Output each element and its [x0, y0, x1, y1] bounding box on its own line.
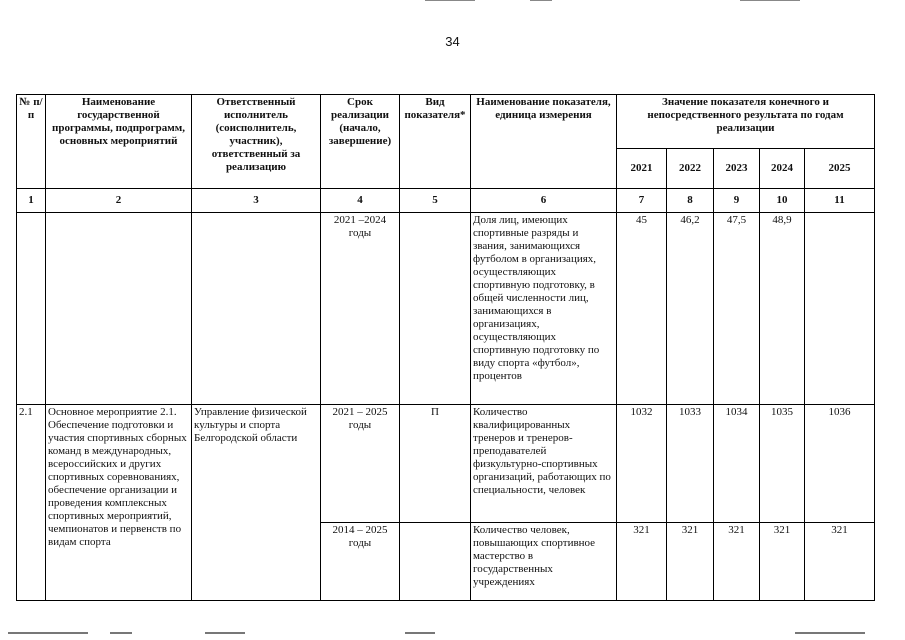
- header-year: 2021: [617, 149, 667, 189]
- row-value: 1032: [617, 405, 667, 523]
- row-value: 46,2: [667, 213, 714, 405]
- row-term: 2021 – 2025 годы: [321, 405, 400, 523]
- col-index: 6: [471, 189, 617, 213]
- row-value: 321: [667, 523, 714, 601]
- scan-line: [405, 632, 435, 634]
- row-value: 48,9: [760, 213, 805, 405]
- col-index: 8: [667, 189, 714, 213]
- col-index: 3: [192, 189, 321, 213]
- row-num: 2.1: [17, 405, 46, 601]
- row-value: 45: [617, 213, 667, 405]
- row-value: 1034: [714, 405, 760, 523]
- row-value: 321: [714, 523, 760, 601]
- page-number: 34: [445, 34, 460, 49]
- row-num: [17, 213, 46, 405]
- table-row: [17, 213, 875, 405]
- header-num: № п/п: [17, 95, 46, 189]
- scan-line: [425, 0, 475, 1]
- col-index: 9: [714, 189, 760, 213]
- row-value: 1036: [805, 405, 875, 523]
- header-year: 2025: [805, 149, 875, 189]
- table-row: [17, 405, 875, 523]
- col-index: 5: [400, 189, 471, 213]
- scan-line: [740, 0, 800, 1]
- header-kind: Вид показателя*: [400, 95, 471, 189]
- row-value: 1033: [667, 405, 714, 523]
- row-value: [805, 213, 875, 405]
- col-index: 2: [46, 189, 192, 213]
- row-name: [46, 213, 192, 405]
- row-kind: [400, 523, 471, 601]
- scan-line: [530, 0, 552, 1]
- col-index: 11: [805, 189, 875, 213]
- row-value: 321: [805, 523, 875, 601]
- row-exec: [192, 213, 321, 405]
- row-value: 47,5: [714, 213, 760, 405]
- header-year: 2022: [667, 149, 714, 189]
- indicator-table: [16, 94, 875, 601]
- header-name: Наименование государственной программы, подпрограмм, основных мероприятий: [46, 95, 192, 189]
- scan-line: [110, 632, 132, 634]
- row-indicator: Доля лиц, имеющих спортивные разряды и звания, занимающихся футболом в организациях, осуществляющих спортивную подготовку, в общей численности лиц, занимающихся в организациях, осуществляющих спортивную подготовку по виду спорта «футбол», процентов: [471, 213, 617, 405]
- row-name: Основное мероприятие 2.1. Обеспечение подготовки и участия спортивных сборных команд в международных, всероссийских и других спортивных соревнованиях, обеспечение организации и проведения комплексных спортивных мероприятий, чемпионатов и первенств по видам спорта: [46, 405, 192, 601]
- col-index: 1: [17, 189, 46, 213]
- row-indicator: Количество квалифицированных тренеров и тренеров-преподавателей физкультурно-спортивных организаций, работающих по специальности, человек: [471, 405, 617, 523]
- row-indicator: Количество человек, повышающих спортивное мастерство в государственных учреждениях: [471, 523, 617, 601]
- row-term: 2021 –2024 годы: [321, 213, 400, 405]
- row-kind: [400, 213, 471, 405]
- scan-line: [795, 632, 865, 634]
- header-year: 2024: [760, 149, 805, 189]
- header-values-group: Значение показателя конечного и непосредственного результата по годам реализации: [617, 95, 875, 149]
- header-year: 2023: [714, 149, 760, 189]
- row-value: 321: [617, 523, 667, 601]
- row-value: 1035: [760, 405, 805, 523]
- row-exec: Управление физической культуры и спорта Белгородской области: [192, 405, 321, 601]
- row-value: 321: [760, 523, 805, 601]
- header-indicator: Наименование показателя, единица измерения: [471, 95, 617, 189]
- header-exec: Ответственный исполнитель (соисполнитель, участник), ответственный за реализацию: [192, 95, 321, 189]
- header-term: Срок реализации (начало, завершение): [321, 95, 400, 189]
- row-term: 2014 – 2025 годы: [321, 523, 400, 601]
- row-kind: П: [400, 405, 471, 523]
- col-index: 10: [760, 189, 805, 213]
- col-index: 4: [321, 189, 400, 213]
- scan-line: [205, 632, 245, 634]
- col-index: 7: [617, 189, 667, 213]
- scan-line: [8, 632, 88, 634]
